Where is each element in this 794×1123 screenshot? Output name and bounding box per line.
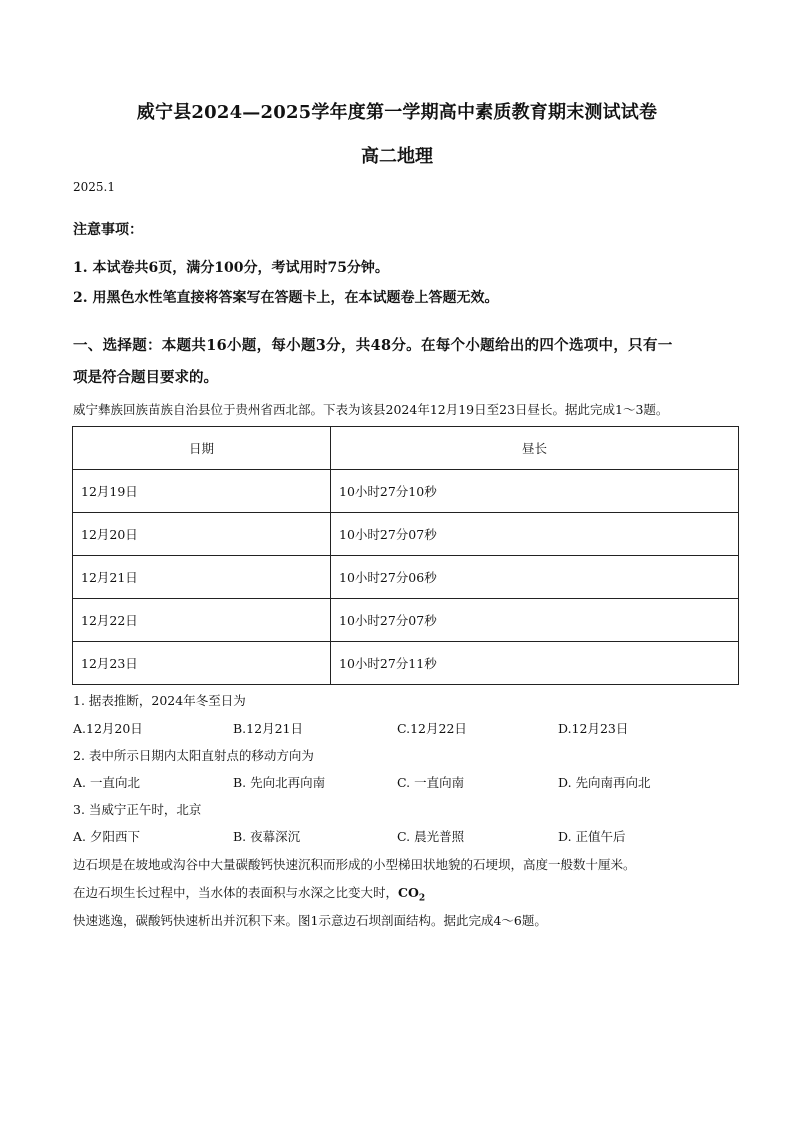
- exam-date: 2025.1: [73, 180, 115, 194]
- table-cell-daylength: 10小时27分07秒: [331, 599, 739, 642]
- table-cell-daylength: 10小时27分07秒: [331, 513, 739, 556]
- day-length-table: [72, 426, 739, 685]
- table-cell-daylength: 10小时27分06秒: [331, 556, 739, 599]
- notice-item: 1. 本试卷共6页，满分100分，考试用时75分钟。: [73, 260, 389, 276]
- passage-2-line: [73, 883, 425, 904]
- table-cell-date: 12月21日: [73, 556, 331, 599]
- exam-subject: 高二地理: [361, 146, 433, 167]
- option-a: A.12月20日: [73, 721, 143, 736]
- table-row: [73, 599, 739, 642]
- co2-formula: [398, 885, 426, 904]
- table-cell-daylength: 10小时27分10秒: [331, 470, 739, 513]
- section-heading-cont: 项是符合题目要求的。: [73, 369, 218, 386]
- table-cell-date: 12月19日: [73, 470, 331, 513]
- passage-intro: 威宁彝族回族苗族自治县位于贵州省西北部。下表为该县2024年12月19日至23日昼长。据此完成1～3题。: [73, 402, 669, 417]
- notice-item: 2. 用黑色水性笔直接将答案写在答题卡上，在本试题卷上答题无效。: [73, 290, 499, 306]
- table-row: [73, 513, 739, 556]
- table-cell-date: 12月22日: [73, 599, 331, 642]
- option-c: C.12月22日: [397, 721, 467, 736]
- option-b: B. 先向北再向南: [233, 775, 326, 790]
- option-b: B.12月21日: [233, 721, 303, 736]
- option-d: D. 先向南再向北: [558, 775, 651, 790]
- option-a: A. 一直向北: [73, 775, 140, 790]
- table-cell-daylength: 10小时27分11秒: [331, 642, 739, 685]
- option-d: D. 正值午后: [558, 829, 626, 844]
- exam-title: 威宁县2024—2025学年度第一学期高中素质教育期末测试试卷: [136, 102, 658, 123]
- option-d: D.12月23日: [558, 721, 629, 736]
- column-header-daylength: 昼长: [331, 427, 739, 470]
- table-cell-date: 12月20日: [73, 513, 331, 556]
- table-cell-date: 12月23日: [73, 642, 331, 685]
- column-header-date: 日期: [73, 427, 331, 470]
- question-2-stem: 2. 表中所示日期内太阳直射点的移动方向为: [73, 748, 314, 763]
- option-c: C. 一直向南: [397, 775, 465, 790]
- question-1-stem: 1. 据表推断，2024年冬至日为: [73, 693, 246, 708]
- table-row: [73, 556, 739, 599]
- option-a: A. 夕阳西下: [73, 829, 140, 844]
- table-row: [73, 642, 739, 685]
- passage-2-text: 在边石坝生长过程中，当水体的表面积与水深之比变大时，: [73, 885, 399, 900]
- section-heading: 一、选择题：本题共16小题，每小题3分，共48分。在每个小题给出的四个选项中，只有一: [73, 337, 673, 354]
- passage-2-line: 边石坝是在坡地或沟谷中大量碳酸钙快速沉积而形成的小型梯田状地貌的石埂坝，高度一般数十厘米。: [73, 857, 636, 872]
- option-c: C. 晨光普照: [397, 829, 465, 844]
- co2-main: CO: [398, 885, 419, 900]
- table-header-row: [73, 427, 739, 470]
- option-b: B. 夜幕深沉: [233, 829, 301, 844]
- question-3-stem: 3. 当威宁正午时，北京: [73, 802, 202, 817]
- co2-subscript: 2: [418, 893, 426, 904]
- table-row: [73, 470, 739, 513]
- passage-2-line: 快速逃逸，碳酸钙快速析出并沉积下来。图1示意边石坝剖面结构。据此完成4～6题。: [73, 913, 547, 928]
- notice-heading: 注意事项：: [73, 222, 143, 238]
